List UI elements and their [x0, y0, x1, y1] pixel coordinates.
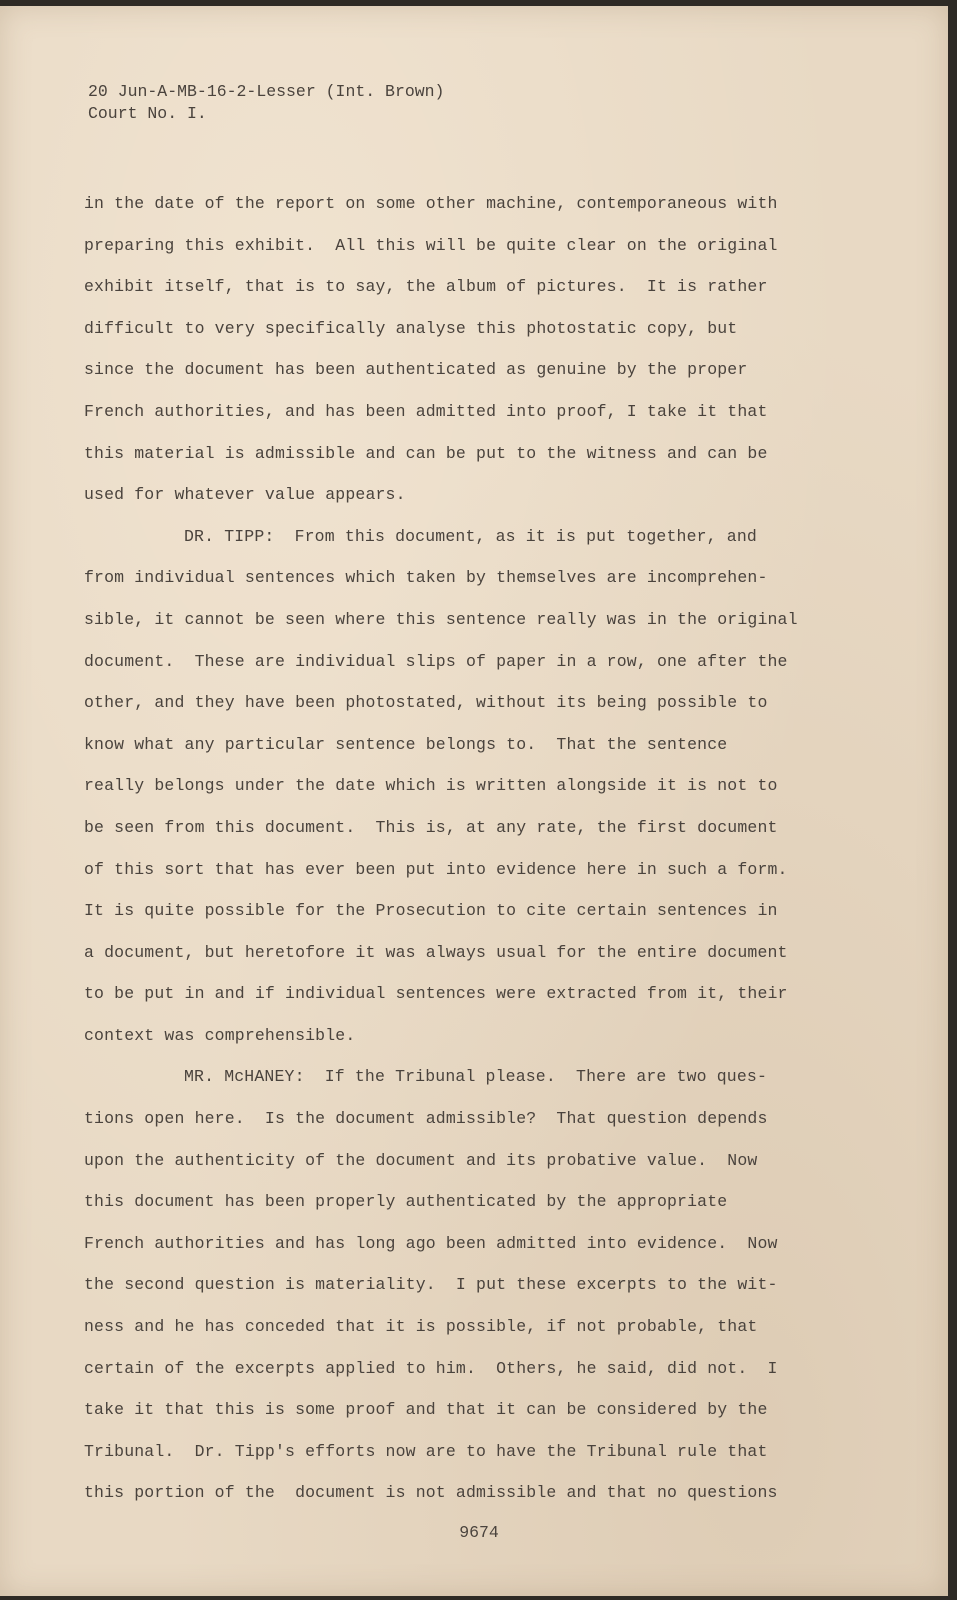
page-number-text: 9674 [459, 1523, 499, 1542]
text-line: to be put in and if individual sentences were extracted from it, their [84, 984, 788, 1004]
text-line: since the document has been authenticated as genuine by the proper [84, 360, 748, 380]
speaker-line: MR. McHANEY: If the Tribunal please. There are two ques- [184, 1067, 767, 1087]
text-line: a document, but heretofore it was always usual for the entire document [84, 942, 788, 962]
text-line: ness and he has conceded that it is possible, if not probable, that [84, 1317, 758, 1337]
text-line: preparing this exhibit. All this will be quite clear on the original [84, 235, 778, 255]
text-line: used for whatever value appears. [84, 485, 406, 505]
text-line: of this sort that has ever been put into evidence here in such a form. [84, 859, 788, 879]
text-line: the second question is materiality. I put these excerpts to the wit- [84, 1275, 778, 1295]
header-reference: 20 Jun-A-MB-16-2-Lesser (Int. Brown) [88, 82, 445, 101]
text-line: this portion of the document is not admissible and that no questions [84, 1483, 778, 1503]
speaker-line: DR. TIPP: From this document, as it is put together, and [184, 526, 757, 546]
text-line: context was comprehensible. [84, 1025, 356, 1045]
text-line: certain of the excerpts applied to him. Others, he said, did not. I [84, 1358, 778, 1378]
text-line: sible, it cannot be seen where this sentence really was in the original [84, 609, 798, 629]
text-line: document. These are individual slips of paper in a row, one after the [84, 651, 788, 671]
text-line: tions open here. Is the document admissible? That question depends [84, 1109, 768, 1129]
text-line: take it that this is some proof and that it can be considered by the [84, 1400, 768, 1420]
text-line: Tribunal. Dr. Tipp's efforts now are to have the Tribunal rule that [84, 1441, 768, 1461]
text-line: French authorities and has long ago been admitted into evidence. Now [84, 1233, 778, 1253]
text-line: this material is admissible and can be put to the witness and can be [84, 443, 768, 463]
transcript-body [84, 183, 844, 1514]
text-line: other, and they have been photostated, without its being possible to [84, 693, 768, 713]
page-number [0, 1523, 948, 1542]
document-header [88, 81, 444, 125]
document-page [0, 6, 948, 1596]
text-line: upon the authenticity of the document and its probative value. Now [84, 1150, 758, 1170]
text-line: It is quite possible for the Prosecution to cite certain sentences in [84, 901, 778, 921]
text-line: difficult to very specifically analyse this photostatic copy, but [84, 318, 738, 338]
text-line: exhibit itself, that is to say, the album of pictures. It is rather [84, 277, 768, 297]
text-line: this document has been properly authenticated by the appropriate [84, 1192, 728, 1212]
header-court: Court No. I. [88, 104, 207, 123]
text-line: be seen from this document. This is, at any rate, the first document [84, 817, 778, 837]
text-line: French authorities, and has been admitted into proof, I take it that [84, 401, 768, 421]
text-line: really belongs under the date which is written alongside it is not to [84, 776, 778, 796]
text-line: know what any particular sentence belongs to. That the sentence [84, 734, 728, 754]
text-line: from individual sentences which taken by themselves are incomprehen- [84, 568, 768, 588]
text-line: in the date of the report on some other machine, contemporaneous with [84, 194, 778, 213]
